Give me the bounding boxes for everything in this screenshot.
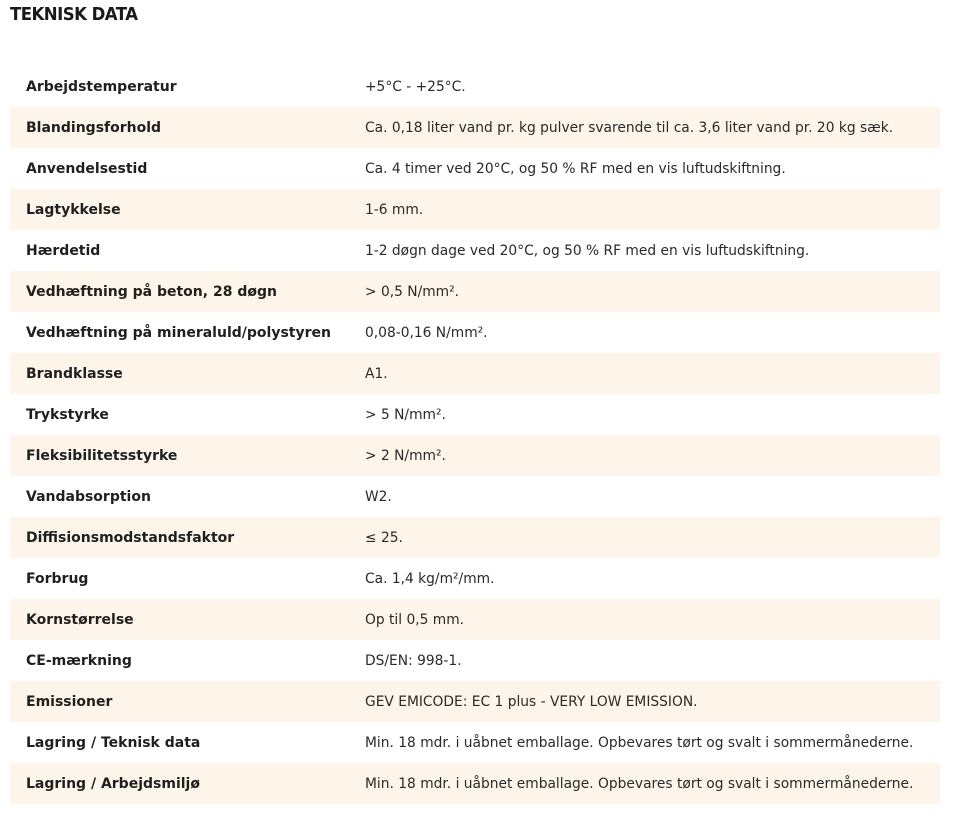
table-row	[10, 640, 940, 681]
technical-data-table-body	[10, 66, 940, 804]
spec-label: Emissioner	[26, 693, 113, 710]
table-row	[10, 476, 940, 517]
table-row	[10, 353, 940, 394]
spec-value: Ca. 1,4 kg/m²/mm.	[365, 570, 495, 587]
spec-value: > 0,5 N/mm².	[365, 283, 460, 300]
spec-label: Fleksibilitetsstyrke	[26, 447, 178, 464]
spec-label: Forbrug	[26, 570, 89, 587]
spec-value: Op til 0,5 mm.	[365, 611, 465, 628]
spec-label: Brandklasse	[26, 365, 123, 382]
spec-label: Lagring / Arbejdsmiljø	[26, 775, 200, 792]
spec-label: Arbejdstemperatur	[26, 78, 177, 95]
spec-label: Lagtykkelse	[26, 201, 121, 218]
table-row	[10, 271, 940, 312]
spec-value: A1.	[365, 365, 388, 382]
spec-value: > 5 N/mm².	[365, 406, 446, 423]
table-row	[10, 394, 940, 435]
spec-label: Hærdetid	[26, 242, 101, 259]
table-row	[10, 599, 940, 640]
technical-data-table	[10, 66, 940, 804]
spec-value: W2.	[365, 488, 392, 505]
table-row	[10, 189, 940, 230]
table-row	[10, 681, 940, 722]
table-row	[10, 722, 940, 763]
table-row	[10, 763, 940, 804]
spec-value: Ca. 4 timer ved 20°C, og 50 % RF med en vis luftudskiftning.	[365, 160, 786, 177]
spec-value: 0,08-0,16 N/mm².	[365, 324, 488, 341]
table-row	[10, 230, 940, 271]
spec-label: CE-mærkning	[26, 652, 132, 669]
spec-label: Kornstørrelse	[26, 611, 134, 628]
spec-value: > 2 N/mm².	[365, 447, 446, 464]
spec-value: 1-6 mm.	[365, 201, 424, 218]
spec-value: +5°C - +25°C.	[365, 78, 466, 95]
spec-value: Min. 18 mdr. i uåbnet emballage. Opbevares tørt og svalt i sommermånederne.	[365, 775, 914, 792]
table-row	[10, 517, 940, 558]
spec-value: GEV EMICODE: EC 1 plus - VERY LOW EMISSION.	[365, 693, 698, 710]
spec-value: ≤ 25.	[365, 529, 403, 546]
spec-label: Trykstyrke	[26, 406, 109, 423]
spec-value: Min. 18 mdr. i uåbnet emballage. Opbevares tørt og svalt i sommermånederne.	[365, 734, 914, 751]
table-row	[10, 66, 940, 107]
table-row	[10, 312, 940, 353]
spec-value: DS/EN: 998-1.	[365, 652, 462, 669]
spec-label: Vandabsorption	[26, 488, 151, 505]
spec-label: Lagring / Teknisk data	[26, 734, 201, 751]
spec-value: Ca. 0,18 liter vand pr. kg pulver svarende til ca. 3,6 liter vand pr. 20 kg sæk.	[365, 119, 894, 136]
spec-value: 1-2 døgn dage ved 20°C, og 50 % RF med en vis luftudskiftning.	[365, 242, 810, 259]
page-title: TEKNISK DATA	[10, 4, 138, 25]
table-row	[10, 558, 940, 599]
spec-label: Vedhæftning på mineraluld/polystyren	[26, 324, 331, 341]
spec-label: Blandingsforhold	[26, 119, 162, 136]
table-row	[10, 107, 940, 148]
spec-label: Diffisionsmodstandsfaktor	[26, 529, 235, 546]
spec-label: Anvendelsestid	[26, 160, 148, 177]
table-row	[10, 148, 940, 189]
spec-label: Vedhæftning på beton, 28 døgn	[26, 283, 277, 300]
table-row	[10, 435, 940, 476]
